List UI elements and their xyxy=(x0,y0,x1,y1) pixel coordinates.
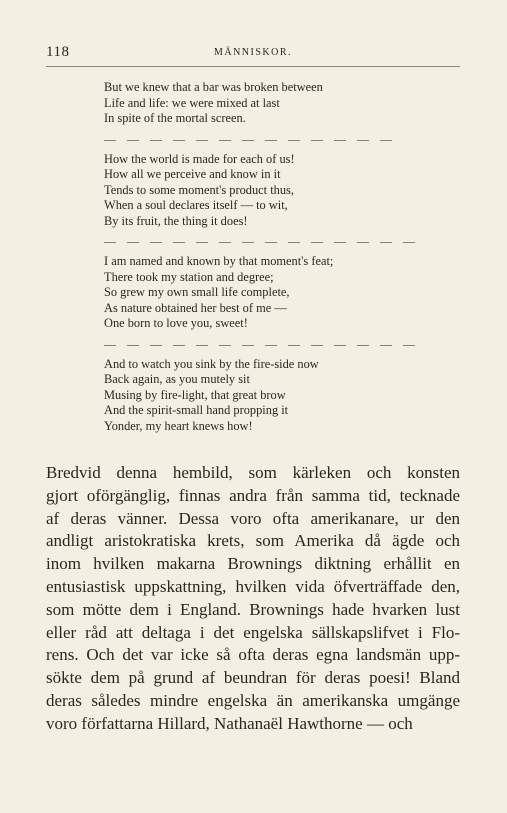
poem-line: I am named and known by that moment's feat; xyxy=(104,254,334,268)
poem-line: So grew my own small life complete, xyxy=(104,285,290,299)
stanza-separator: — — — — — — — — — — — — — xyxy=(104,131,396,146)
running-head: MÄNNISKOR. xyxy=(213,47,293,58)
prose-paragraph xyxy=(46,462,460,736)
prose-line: af deras vänner. Dessa voro ofta amerikanare, ur den xyxy=(46,508,460,528)
poem-line: As nature obtained her best of me — xyxy=(104,300,287,315)
poem-line: But we knew that a bar was broken between xyxy=(104,80,323,94)
prose-line: entusiastisk uppskattning, hvilken vida öfverträffade den, xyxy=(46,576,460,596)
prose-line: sökte dem på grund af beundran för deras poesi! Bland xyxy=(46,668,460,688)
poem-line: Musing by fire-light, that great brow xyxy=(104,387,286,402)
poem-line: Life and life: we were mixed at last xyxy=(104,95,280,110)
poem-line: And to watch you sink by the fire-side now xyxy=(104,356,319,371)
prose-line: som mötte dem i England. Brownings hade hvarken lust xyxy=(46,599,460,619)
page-header xyxy=(46,44,460,67)
prose-line: andligt aristokratiska krets, som Amerika då ägde och xyxy=(46,531,460,551)
prose-line: gjort oförgänglig, finnas andra från samma tid, tecknade xyxy=(46,485,460,505)
stanza-separator: — — — — — — — — — — — — — — xyxy=(104,234,419,248)
poem-line: How all we perceive and know in it xyxy=(104,167,281,181)
prose-line: rens. Och det var icke så ofta deras egna landsmän upp- xyxy=(46,645,460,665)
poem-line: There took my station and degree; xyxy=(104,269,274,284)
prose-line: deras således mindre engelska än amerikanska umgänge xyxy=(46,690,460,710)
prose-line: Bredvid denna hembild, som kärleken och konsten xyxy=(46,463,460,482)
poem-line: How the world is made for each of us! xyxy=(104,151,295,166)
page-number: 118 xyxy=(46,44,70,60)
prose-line: eller råd att deltaga i det engelska sällskapslifvet i Flo- xyxy=(46,622,460,642)
poem-line: Yonder, my heart knews how! xyxy=(104,418,253,433)
poem-line: And the spirit-small hand propping it xyxy=(104,403,289,417)
poem-line: When a soul declares itself — to wit, xyxy=(104,198,288,212)
poem-line: In spite of the mortal screen. xyxy=(104,111,246,125)
poem-line: One born to love you, sweet! xyxy=(104,316,248,330)
prose-line: voro författarna Hillard, Nathanaël Hawthorne — och xyxy=(46,713,413,733)
poem-line: Back again, as you mutely sit xyxy=(104,372,250,386)
stanza-separator: — — — — — — — — — — — — — — xyxy=(104,336,419,351)
poem-line: By its fruit, the thing it does! xyxy=(104,213,248,228)
poem-block xyxy=(104,80,424,434)
prose-line: inom hvilken makarna Brownings diktning erhållit en xyxy=(46,554,460,574)
poem-line: Tends to some moment's product thus, xyxy=(104,182,294,197)
